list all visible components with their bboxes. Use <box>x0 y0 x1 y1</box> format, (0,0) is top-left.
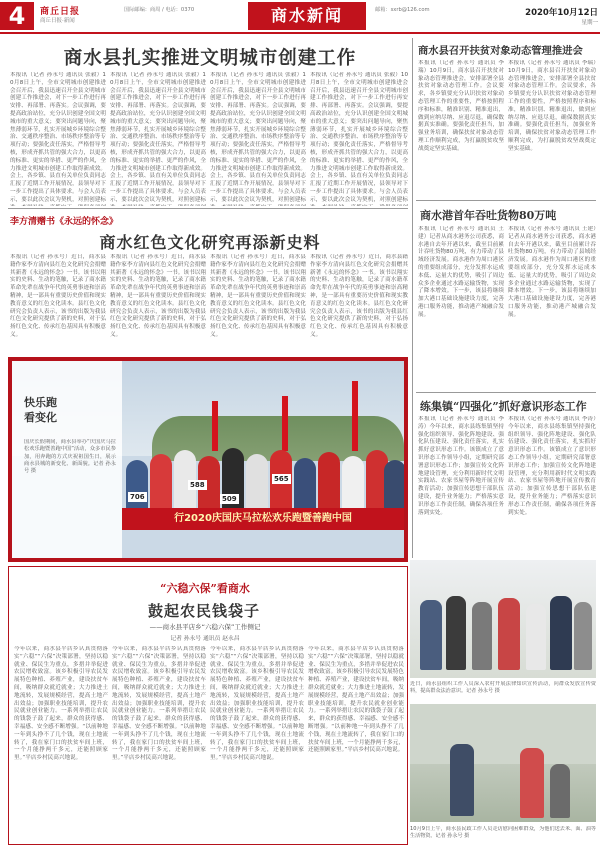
right-article-1-col2: 本报讯（记者 孙永号 通讯员 李瑞）10月9日，商水县召开扶贫对象动态管理推进会，安排部署全县扶贫对象动态管理工作。会议要求，各乡镇要充分认识扶贫对象动态管理工作的重要性，严格按照程序和标准，精准识别、精准退出，做到应纳尽纳、应退尽退，确保数据真实准确。要强化责任担当，加强业务培训，确保扶贫对象动态管理工作顺利完成，为打赢脱贫攻坚战奠定坚实基础。 <box>508 60 596 152</box>
issue-weekday: 星期一 <box>581 20 598 26</box>
photo-3-caption: 10月9日上午，商水县民政工作人员走访慰问困难群众，为他们送去米、面、油等生活物资。记者 孙永号 摄 <box>410 826 596 839</box>
second-kicker: 李方清赠书《永远的怀念》 <box>10 217 119 227</box>
legal-awareness-photo <box>410 560 596 678</box>
right-headline-3: 练集镇“四强化”抓好意识形态工作 <box>420 400 587 413</box>
person <box>526 604 546 670</box>
feature-subheadline: ——商水县平店乡“六稳六保”工作侧记 <box>149 623 261 631</box>
second-headline: 商水红色文化研究再添新史料 <box>99 233 321 252</box>
person <box>450 744 474 816</box>
flag-pole <box>282 396 288 451</box>
right-headline-1: 商水县召开扶贫对象动态管理推进会 <box>418 45 583 57</box>
feature-kicker: “六稳六保”看商水 <box>160 582 250 595</box>
main-article-col3: 本报讯（记者 孙永号 通讯员 张毅）10月8日上午，全市文明城市创建推进会召开后，我县迅速召开全县文明城市创建工作推进会，对下一步工作进行再安排、再部署、再落实。会议强调，要提高政治站位，充分认识创建全国文明城市的重大意义；要突出问题导向，聚焦薄弱环节，扎实开展城乡环境综合整治、交通秩序整治、市场秩序整治等专项行动；要强化责任落实，严格督导考核，形成齐抓共管的强大合力，以更高的标准、更实的举措、更严的作风，全力推进文明城市创建工作取得新成效。会上，各乡镇、县直有关单位负责同志汇报了近期工作开展情况，县领导对下一步工作提出了具体要求。与会人员表示，要以此次会议为契机，对照创建标 <box>210 72 306 203</box>
main-article-col4: 本报讯（记者 孙永号 通讯员 张毅）10月8日上午，全市文明城市创建推进会召开后，我县迅速召开全县文明城市创建工作推进会，对下一步工作进行再安排、再部署、再落实。会议强调，要提高政治站位，充分认识创建全国文明城市的重大意义；要突出问题导向，聚焦薄弱环节，扎实开展城乡环境综合整治、交通秩序整治、市场秩序整治等专项行动；要强化责任落实，严格督导考核，形成齐抓共管的强大合力，以更高的标准、更实的举措、更严的作风，全力推进文明城市创建工作取得新成效。会上，各乡镇、县直有关单位负责同志汇报了近期工作开展情况，县领导对下一步工作提出了具体要求。与会人员表示，要以此次会议为契机，对照创建标 <box>310 72 408 203</box>
race-bib: 509 <box>222 495 237 503</box>
photo-wall <box>410 704 596 764</box>
photo-2-caption: 近日，商水县组织工作人员深入农村开展法律知识宣传活动，向群众发放宣传资料，提高群众法治意识。记者 孙永号 摄 <box>410 681 596 694</box>
right-article-3-col1: 本报讯（记者 孙永号 通讯员 李涛）今年以来，商水县练集镇坚持强化组织领导、强化阵地建设、强化队伍建设、强化责任落实，扎实抓好意识形态工作。该镇成立了意识形态工作领导小组，定期研究部署意识形态工作；加强宣传文化阵地建设管理，充分利用新时代文明实践站、农家书屋等阵地开展宣传教育活动；加强宣传思想干部队伍建设，提升业务能力；严格落实意识形态工作责任制，确保各项任务落到实处。 <box>418 416 504 516</box>
page-number: 4 <box>0 2 34 30</box>
section-divider <box>416 392 596 393</box>
race-bib: 706 <box>130 493 145 501</box>
second-article-col4: 本报讯（记者 孙永号）近日，商水县籍作家李方清向县红色文化研究会捐赠其新著《永远的怀念》一书。该书以翔实的史料、生动的笔触，记录了商水籍革命先辈在战争年代的英勇事迹和崇高精神，是一部具有重要历史价值和现实教育意义的红色文化读本。县红色文化研究会负责人表示，该书的出版为我县红色文化研究提供了新的史料，对于弘扬红色文化、传承红色基因具有积极意义。 <box>310 254 408 338</box>
photo-caption-text: 国庆长假期间，商水县举办“庆国庆马拉松欢乐跑暨善跑中国”活动，众多市民参加，用奔跑的方式庆祝祖国生日，展示商水县城的新变化、新面貌。记者 孙永号 摄 <box>24 439 116 475</box>
column-divider <box>412 38 413 558</box>
main-article-col1: 本报讯（记者 孙永号 通讯员 张毅）10月8日上午，全市文明城市创建推进会召开后，我县迅速召开全县文明城市创建工作推进会，对下一步工作进行再安排、再部署、再落实。会议强调，要提高政治站位，充分认识创建全国文明城市的重大意义；要突出问题导向，聚焦薄弱环节，扎实开展城乡环境综合整治、交通秩序整治、市场秩序整治等专项行动；要强化责任落实，严格督导考核，形成齐抓共管的强大合力，以更高的标准、更实的举措、更严的作风，全力推进文明城市创建工作取得新成效。会上，各乡镇、县直有关单位负责同志汇报了近期工作开展情况，县领导对下一步工作提出了具体要求。与会人员表示，要以此次会议为契机，对照创建标 <box>10 72 106 203</box>
person <box>520 748 544 818</box>
race-bib: 588 <box>190 481 205 489</box>
photo-title-line-1: 快乐跑 <box>24 396 57 409</box>
person <box>498 598 520 670</box>
photo-title <box>24 395 57 425</box>
main-article-col2: 本报讯（记者 孙永号 通讯员 张毅）10月8日上午，全市文明城市创建推进会召开后，我县迅速召开全县文明城市创建工作推进会，对下一步工作进行再安排、再部署、再落实。会议强调，要提高政治站位，充分认识创建全国文明城市的重大意义；要突出问题导向，聚焦薄弱环节，扎实开展城乡环境综合整治、交通秩序整治、市场秩序整治等专项行动；要强化责任落实，严格督导考核，形成齐抓共管的强大合力，以更高的标准、更实的举措、更严的作风，全力推进文明城市创建工作取得新成效。会上，各乡镇、县直有关单位负责同志汇报了近期工作开展情况，县领导对下一步工作提出了具体要求。与会人员表示，要以此次会议为契机，对照创建标 <box>110 72 206 203</box>
flag-pole <box>352 381 358 451</box>
newspaper-brand: 商丘日报 <box>40 7 81 17</box>
feature-article-col2: 今年以来，商水县平店乡认真贯彻落实“六稳”“六保”决策部署，坚持以稳就业、保民生为重点，多措并举促进农民增收致富。该乡积极引导农民发展特色种植、养殖产业，建设扶贫车间，吸纳群众就近就业；大力推进土地流转，发展规模经营，提高土地产出效益；加强职业技能培训，提升农民就业创业能力。一系列举措让农民的钱袋子鼓了起来，群众的获得感、幸福感、安全感不断增强。“以前种地一年到头挣不了几个钱，现在土地流转了，我在家门口的扶贫车间上班，一个月能挣两千多元，还能照顾家里。”平店乡村民高兴地说。 <box>112 646 206 762</box>
person <box>574 602 592 670</box>
paper-name: 商丘日报·新闻 <box>40 18 75 24</box>
marathon-banner: 行2020庆国庆马拉松欢乐跑暨善跑中国 <box>122 508 404 530</box>
person <box>550 596 572 670</box>
feature-headline: 鼓起农民钱袋子 <box>147 602 260 620</box>
second-article-col2: 本报讯（记者 孙永号）近日，商水县籍作家李方清向县红色文化研究会捐赠其新著《永远的怀念》一书。该书以翔实的史料、生动的笔触，记录了商水籍革命先辈在战争年代的英勇事迹和崇高精神，是一部具有重要历史价值和现实教育意义的红色文化读本。县红色文化研究会负责人表示，该书的出版为我县红色文化研究提供了新的史料，对于弘扬红色文化、传承红色基因具有积极意义。 <box>110 254 206 338</box>
person <box>446 596 466 670</box>
section-divider <box>8 208 408 209</box>
race-bib: 565 <box>274 475 289 483</box>
header-meta-right: 邮箱：sxrb@126.com <box>375 7 430 13</box>
visit-photo <box>410 704 596 822</box>
photo-title-line-2: 看变化 <box>24 411 57 424</box>
section-divider <box>416 200 596 201</box>
second-article-col3: 本报讯（记者 孙永号）近日，商水县籍作家李方清向县红色文化研究会捐赠其新著《永远的怀念》一书。该书以翔实的史料、生动的笔触，记录了商水籍革命先辈在战争年代的英勇事迹和崇高精神，是一部具有重要历史价值和现实教育意义的红色文化读本。县红色文化研究会负责人表示，该书的出版为我县红色文化研究提供了新的史料，对于弘扬红色文化、传承红色基因具有积极意义。 <box>210 254 306 338</box>
feature-byline: 记者 孙永号 通讯员 赵永昌 <box>170 636 240 642</box>
flag-pole <box>212 401 218 451</box>
issue-date: 2020年10月12日 <box>525 8 598 18</box>
person <box>472 602 492 670</box>
right-article-3-col2: 本报讯（记者 孙永号 通讯员 李涛）今年以来，商水县练集镇坚持强化组织领导、强化阵地建设、强化队伍建设、强化责任落实，扎实抓好意识形态工作。该镇成立了意识形态工作领导小组，定期研究部署意识形态工作；加强宣传文化阵地建设管理，充分利用新时代文明实践站、农家书屋等阵地开展宣传教育活动；加强宣传思想干部队伍建设，提升业务能力；严格落实意识形态工作责任制，确保各项任务落到实处。 <box>508 416 596 516</box>
person <box>550 764 570 818</box>
right-article-1-col1: 本报讯（记者 孙永号 通讯员 李瑞）10月9日，商水县召开扶贫对象动态管理推进会，安排部署全县扶贫对象动态管理工作。会议要求，各乡镇要充分认识扶贫对象动态管理工作的重要性，严格按照程序和标准，精准识别、精准退出，做到应纳尽纳、应退尽退，确保数据真实准确。要强化责任担当，加强业务培训，确保扶贫对象动态管理工作顺利完成，为打赢脱贫攻坚战奠定坚实基础。 <box>418 60 504 152</box>
person <box>420 600 442 670</box>
right-article-2-col2: 本报讯（记者 孙永号 通讯员 王建）记者从商水港务公司获悉，商水港自去年开港以来，截至目前累计吞吐货物80万吨，有力带动了县域经济发展。商水港作为周口港区的重要组成部分，充分发挥水运成本低、运量大的优势，吸引了周边众多企业通过水路运输货物，实现了降本增效。下一步，该县将继续加大港口基础设施建设力度，完善港口服务功能，推动港产城融合发展。 <box>508 226 596 318</box>
second-article-col1: 本报讯（记者 孙永号）近日，商水县籍作家李方清向县红色文化研究会捐赠其新著《永远的怀念》一书。该书以翔实的史料、生动的笔触，记录了商水籍革命先辈在战争年代的英勇事迹和崇高精神，是一部具有重要历史价值和现实教育意义的红色文化读本。县红色文化研究会负责人表示，该书的出版为我县红色文化研究提供了新的史料，对于弘扬红色文化、传承红色基因具有积极意义。 <box>10 254 106 338</box>
runner-crowd <box>122 446 404 558</box>
section-title: 商水新闻 <box>270 6 343 25</box>
right-article-2-col1: 本报讯（记者 孙永号 通讯员 王建）记者从商水港务公司获悉，商水港自去年开港以来，截至目前累计吞吐货物80万吨，有力带动了县域经济发展。商水港作为周口港区的重要组成部分，充分发挥水运成本低、运量大的优势，吸引了周边众多企业通过水路运输货物，实现了降本增效。下一步，该县将继续加大港口基础设施建设力度，完善港口服务功能，推动港产城融合发展。 <box>418 226 504 318</box>
main-headline: 商水县扎实推进文明城市创建工作 <box>63 48 357 69</box>
page-header <box>0 0 600 34</box>
feature-article-col4: 今年以来，商水县平店乡认真贯彻落实“六稳”“六保”决策部署，坚持以稳就业、保民生为重点，多措并举促进农民增收致富。该乡积极引导农民发展特色种植、养殖产业，建设扶贫车间，吸纳群众就近就业；大力推进土地流转，发展规模经营，提高土地产出效益；加强职业技能培训，提升农民就业创业能力。一系列举措让农民的钱袋子鼓了起来，群众的获得感、幸福感、安全感不断增强。“以前种地一年到头挣不了几个钱，现在土地流转了，我在家门口的扶贫车间上班，一个月能挣两千多元，还能照顾家里。”平店乡村民高兴地说。 <box>308 646 404 754</box>
feature-article-col3: 今年以来，商水县平店乡认真贯彻落实“六稳”“六保”决策部署，坚持以稳就业、保民生为重点，多措并举促进农民增收致富。该乡积极引导农民发展特色种植、养殖产业，建设扶贫车间，吸纳群众就近就业；大力推进土地流转，发展规模经营，提高土地产出效益；加强职业技能培训，提升农民就业创业能力。一系列举措让农民的钱袋子鼓了起来，群众的获得感、幸福感、安全感不断增强。“以前种地一年到头挣不了几个钱，现在土地流转了，我在家门口的扶贫车间上班，一个月能挣两千多元，还能照顾家里。”平店乡村民高兴地说。 <box>210 646 304 762</box>
marathon-photo <box>8 357 408 562</box>
feature-article-col1: 今年以来，商水县平店乡认真贯彻落实“六稳”“六保”决策部署，坚持以稳就业、保民生为重点，多措并举促进农民增收致富。该乡积极引导农民发展特色种植、养殖产业，建设扶贫车间，吸纳群众就近就业；大力推进土地流转，发展规模经营，提高土地产出效益；加强职业技能培训，提升农民就业创业能力。一系列举措让农民的钱袋子鼓了起来，群众的获得感、幸福感、安全感不断增强。“以前种地一年到头挣不了几个钱，现在土地流转了，我在家门口的扶贫车间上班，一个月能挣两千多元，还能照顾家里。”平店乡村民高兴地说。 <box>14 646 108 762</box>
right-headline-2: 商水港首年吞吐货物80万吨 <box>420 209 557 222</box>
header-meta-left: 国际邮编：商周 / 电话：0370 <box>124 7 195 13</box>
